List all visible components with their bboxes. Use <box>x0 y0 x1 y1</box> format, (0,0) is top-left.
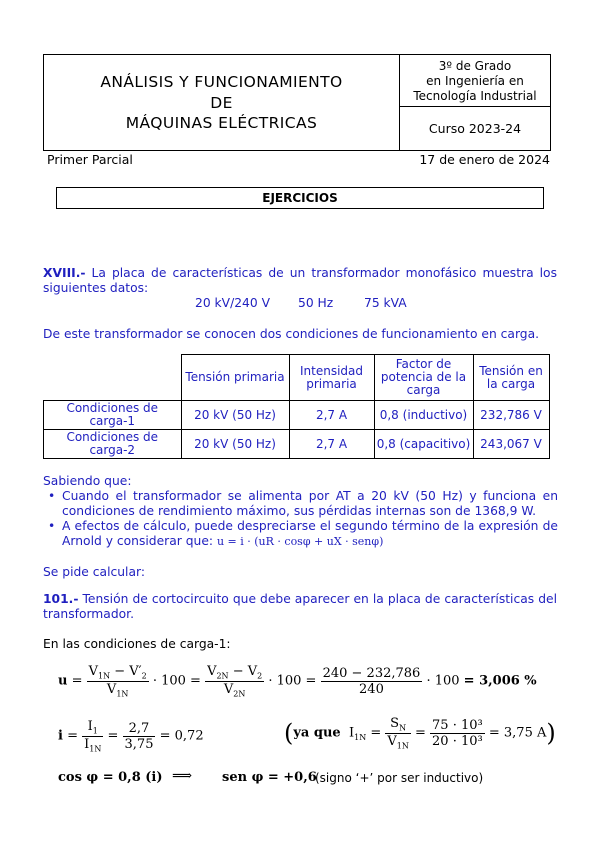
table-cell: 2,7 A <box>289 401 374 430</box>
fraction: $\frac{S_N}{V_{1N}}$ <box>387 716 409 751</box>
section-title: EJERCICIOS <box>56 187 544 209</box>
title-line-3: MÁQUINAS ELÉCTRICAS <box>125 114 318 132</box>
col-header: Tensión en la carga <box>473 355 549 401</box>
col-header: Intensidad primaria <box>289 355 374 401</box>
table-cell: 232,786 V <box>473 401 549 430</box>
conditions-text: De este transformador se conocen dos condiciones de funcionamiento en carga. <box>43 327 540 341</box>
cos-value: cos φ = 0,8 (i) <box>58 770 163 785</box>
problem-intro-text: La placa de características de un transformador monofásico muestra los siguientes datos: <box>43 266 557 295</box>
table-row <box>44 401 550 430</box>
fraction: $\frac{240 - 232,786}{240}$ <box>322 665 421 697</box>
bullet-1-text: Cuando el transformador se alimenta por AT a 20 kV (50 Hz) y funciona en condiciones de rendimiento máximo, sus pérdidas internas son de 1368,9 W. <box>62 489 558 518</box>
rating-v: 20 kV/240 V <box>195 296 271 310</box>
table-cell: 20 kV (50 Hz) <box>181 430 289 459</box>
knowing-label: Sabiendo que: <box>43 474 132 488</box>
col-header: Factor de potencia de la carga <box>374 355 473 401</box>
table-cell: 0,8 (capacitivo) <box>374 430 473 459</box>
fraction: $\frac{V_{1N} - V'_2}{V_{1N}}$ <box>88 664 147 699</box>
cos-line <box>58 770 163 785</box>
in-result: = 3,75 A <box>488 725 547 741</box>
table-header-row <box>44 355 550 401</box>
fraction: $\frac{V_{2N} - V_2}{V_{2N}}$ <box>207 664 263 699</box>
fraction: $\frac{\text{75 · 10³}}{\text{20 · 10³}}$ <box>432 717 483 749</box>
table-cell: 20 kV (50 Hz) <box>181 401 289 430</box>
question-number: 101.- <box>43 592 79 606</box>
title-line-2: DE <box>210 94 233 112</box>
condition-label: En las condiciones de carga-1: <box>43 637 231 651</box>
ask-label: Se pide calcular: <box>43 565 145 579</box>
i-equation: i = $\frac{I_1}{I_{1N}}$ = $\frac{2,7}{3,75}$ = 0,72 <box>58 719 204 754</box>
question-text: Tensión de cortocircuito que debe aparecer en la placa de características del transformador. <box>43 592 557 621</box>
u-equation: u = $\frac{V_{1N} - V'_2}{V_{1N}}$ · 100 = $\frac{V_{2N} - V_2}{V_{2N}}$ · 100 = $\frac{240 - 232,786}{240}$ · 100 = 3,006 % <box>58 664 537 699</box>
table-corner <box>44 355 182 401</box>
fraction: $\frac{2,7}{3,75}$ <box>124 720 154 752</box>
rating-f: 50 Hz <box>298 296 334 310</box>
table-cell: 243,067 V <box>473 430 549 459</box>
title-line-1: ANÁLISIS Y FUNCIONAMIENTO <box>100 73 343 91</box>
header-title-cell <box>44 55 400 150</box>
question-101 <box>43 592 557 622</box>
degree-line-3: Tecnología Industrial <box>413 89 537 103</box>
course-cell: Curso 2023-24 <box>428 121 522 136</box>
sen-note: (signo ‘+’ por ser inductivo) <box>315 771 484 785</box>
sen-line <box>222 770 317 785</box>
bullet-2 <box>48 519 558 549</box>
fraction: $\frac{I_1}{I_{1N}}$ <box>84 719 102 754</box>
exam-date: 17 de enero de 2024 <box>419 152 550 167</box>
col-header: Tensión primaria <box>181 355 289 401</box>
load-conditions-table <box>43 354 550 459</box>
bullet-dot-icon: • <box>48 519 56 533</box>
implies-arrow-icon: ⟹ <box>172 768 193 784</box>
problem-number: XVIII.- <box>43 266 86 280</box>
arnold-formula: u = i · (uR · cosφ + uX · senφ) <box>216 534 384 548</box>
row-label: Condiciones de carga-1 <box>44 401 182 430</box>
degree-line-2: en Ingeniería en <box>426 74 524 88</box>
bullet-dot-icon: • <box>48 489 56 503</box>
rating-s: 75 kVA <box>364 296 407 310</box>
exam-name: Primer Parcial <box>47 152 133 167</box>
sen-value: sen φ = +0,6 <box>222 770 317 785</box>
table-cell: 2,7 A <box>289 430 374 459</box>
degree-cell <box>400 55 550 107</box>
header-box <box>43 54 551 151</box>
bullet-1 <box>48 489 558 518</box>
degree-line-1: 3º de Grado <box>438 59 512 73</box>
table-row <box>44 430 550 459</box>
i-result: = 0,72 <box>159 728 204 744</box>
in-equation: (ya que $I_{1N}$ = $\frac{S_N}{V_{1N}}$ = $\frac{\text{75 · 10³}}{\text{20 · 10³}}$ = 3,75 A) <box>284 716 556 751</box>
problem-intro <box>43 266 557 296</box>
row-label: Condiciones de carga-2 <box>44 430 182 459</box>
u-result: = 3,006 % <box>463 673 537 689</box>
table-cell: 0,8 (inductivo) <box>374 401 473 430</box>
bullet-2-text: A efectos de cálculo, puede despreciarse el segundo término de la expresión de Arnold y considerar que: <box>62 519 558 548</box>
